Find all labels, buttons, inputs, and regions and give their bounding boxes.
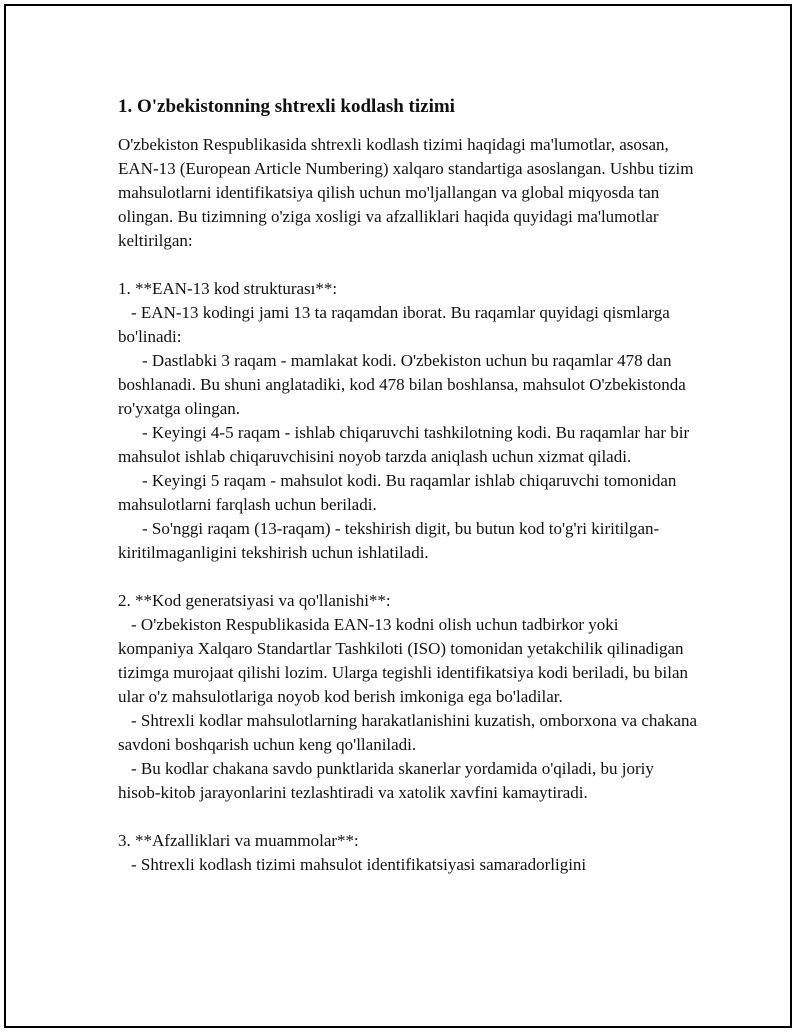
section-1-subitem: - So'nggi raqam (13-raqam) - tekshirish digit, bu butun kod to'g'ri kiritilgan-kiritilmaganligini tekshirish uchun ishlatiladi. [118, 519, 660, 562]
section-3-item: - Shtrexli kodlash tizimi mahsulot identifikatsiyasi samaradorligini [131, 855, 587, 874]
section-1-subitem: - Keyingi 5 raqam - mahsulot kodi. Bu raqamlar ishlab chiqaruvchi tomonidan mahsulotlarni farqlash uchun beriladi. [118, 471, 677, 514]
spacer [118, 565, 698, 589]
section-2-item: - O'zbekiston Respublikasida EAN-13 kodni olish uchun tadbirkor yoki kompaniya Xalqaro Standartlar Tashkiloti (ISO) tomonidan yetakchilik qilinadigan tizimga murojaat qilishi lozim. Ularga tegishli identifikatsiya kodi beriladi, bu bilan ular o'z mahsulotlariga noyob kod berish imkoniga ega bo'ladilar. [118, 615, 689, 706]
section-2-heading: 2. **Kod generatsiyasi va qo'llanishi**: [118, 591, 391, 610]
intro-paragraph: O'zbekiston Respublikasida shtrexli kodlash tizimi haqidagi ma'lumotlar, asosan, EAN-13 (European Article Numbering) xalqaro standartiga asoslangan. Ushbu tizim mahsulotlarni identifikatsiya qilish uchun mo'ljallangan va global miqyosda tan olingan. Bu tizimning o'ziga xosligi va afzalliklari haqida quyidagi ma'lumotlar keltirilgan: [118, 135, 694, 250]
section-1-subitem: - Dastlabki 3 raqam - mamlakat kodi. O'zbekiston uchun bu raqamlar 478 dan boshlanadi. Bu shuni anglatadiki, kod 478 bilan boshlansa, mahsulot O'zbekistonda ro'yxatga olingan. [118, 351, 686, 418]
section-1-subitem: - Keyingi 4-5 raqam - ishlab chiqaruvchi tashkilotning kodi. Bu raqamlar har bir mahsulot ishlab chiqaruvchisini noyob tarzda aniqlash uchun xizmat qiladi. [118, 423, 690, 466]
section-3-heading: 3. **Afzalliklari va muammolar**: [118, 831, 359, 850]
document-body [118, 94, 698, 877]
section-2-item: - Bu kodlar chakana savdo punktlarida skanerlar yordamida o'qiladi, bu joriy hisob-kitob jarayonlarini tezlashtiradi va xatolik xavfini kamaytiradi. [118, 759, 654, 802]
spacer [118, 253, 698, 277]
document-title: 1. O'zbekistonning shtrexli kodlash tizimi [118, 96, 455, 117]
section-2-item: - Shtrexli kodlar mahsulotlarning harakatlanishini kuzatish, omborxona va chakana savdoni boshqarish uchun keng qo'llaniladi. [118, 711, 698, 754]
section-1-item: - EAN-13 kodingi jami 13 ta raqamdan iborat. Bu raqamlar quyidagi qismlarga bo'linadi: [118, 303, 670, 346]
section-1-heading: 1. **EAN-13 kod strukturası**: [118, 279, 338, 298]
spacer [118, 805, 698, 829]
